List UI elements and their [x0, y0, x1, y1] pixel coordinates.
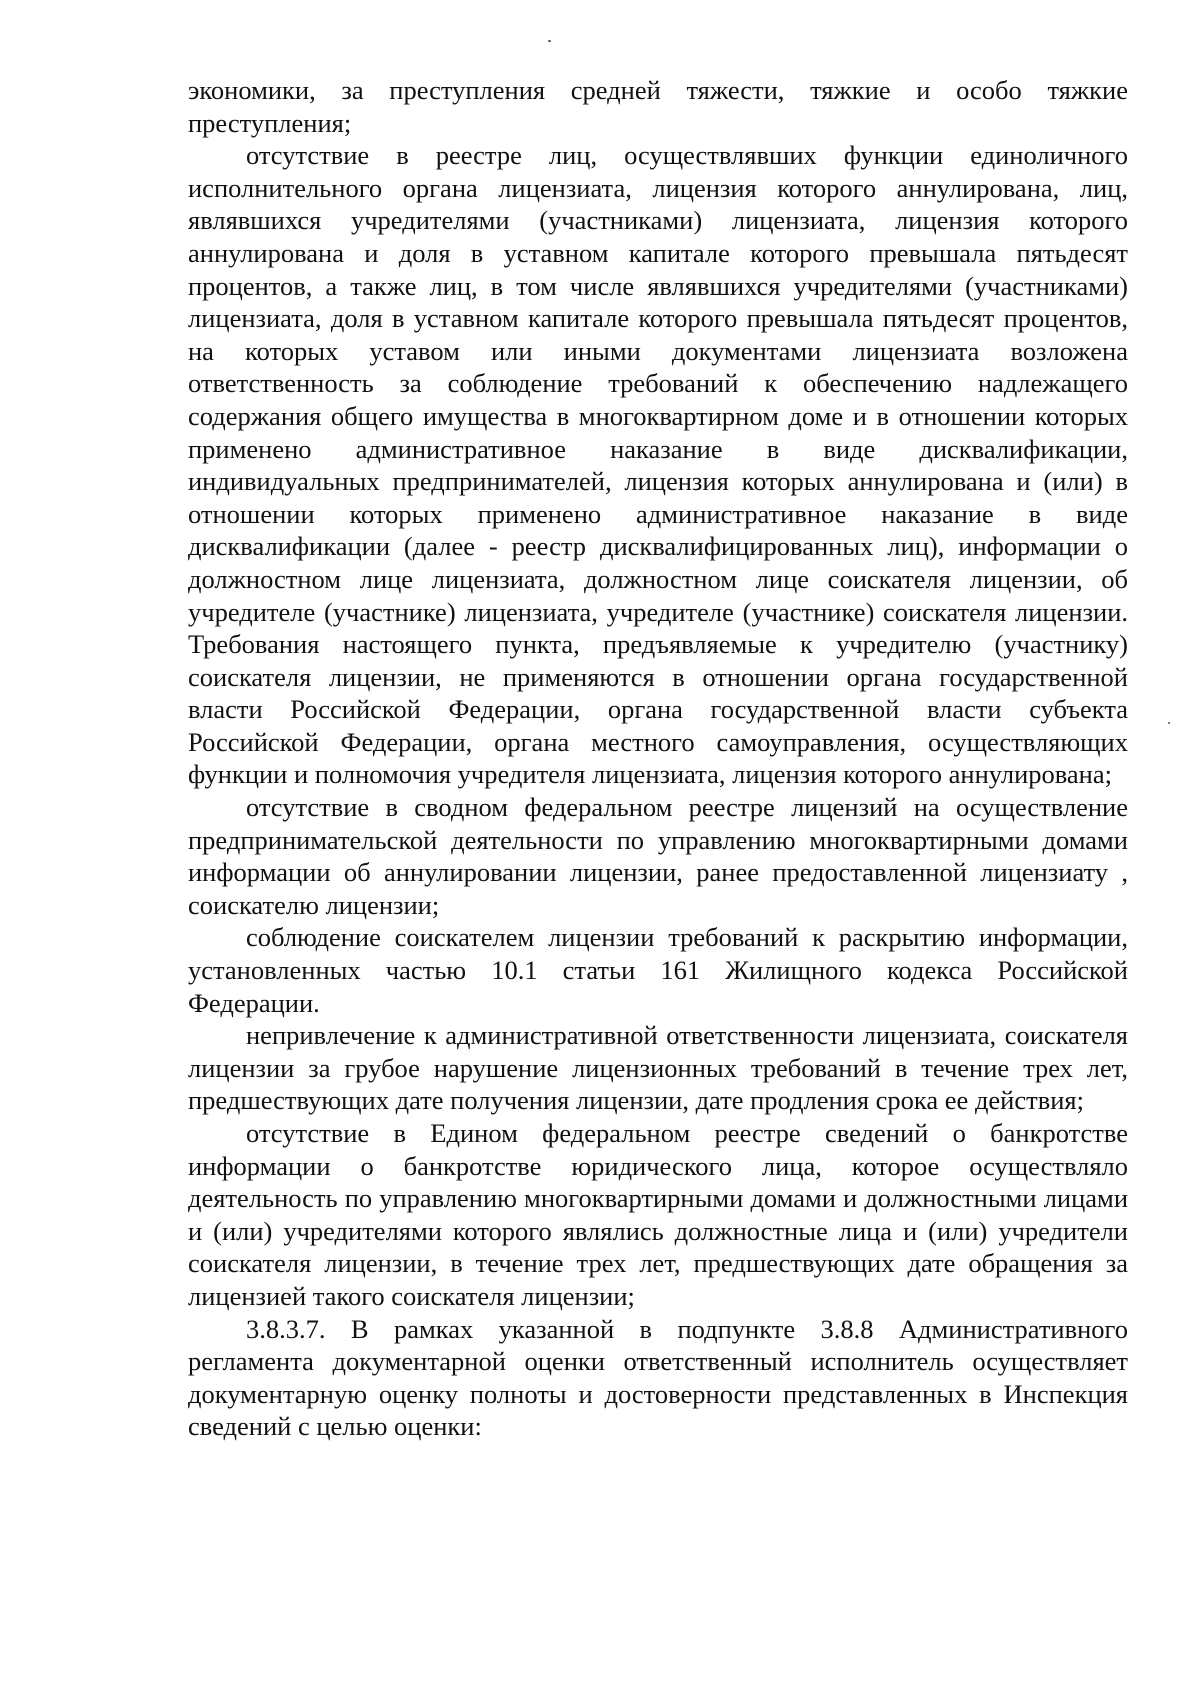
paragraph-section-3-8-3-7: 3.8.3.7. В рамках указанной в подпункте 3.8.8 Административного регламента документарной оценки ответственный исполнитель осуществляет документарную оценку полноты и достоверности представленных в Инспекция сведений с целью оценки: — [188, 1313, 1128, 1442]
scan-speck — [548, 40, 551, 42]
paragraph-license-registry: отсутствие в сводном федеральном реестре лицензий на осуществление предпринимательской деятельности по управлению многоквартирными домами информации об аннулировании лицензии, ранее предоставленной лицензиату , соискателю лицензии; — [188, 792, 1128, 920]
paragraph-continuation: экономики, за преступления средней тяжести, тяжкие и особо тяжкие преступления; — [188, 75, 1128, 138]
paragraph-disqualified-registry: отсутствие в реестре лиц, осуществлявших функции единоличного исполнительного органа лицензиата, лицензия которого аннулирована, лиц, являвшихся учредителями (участниками) лицензиата, лицензия которого аннулирована и доля в уставном капитале которого превышала пятьдесят процентов, а также лиц, в том числе являвшихся учредителями (участниками) лицензиата, доля в уставном капитале которого превышала пятьдесят процентов, на которых уставом или иными документами лицензиата возложена ответственность за соблюдение требований к обеспечению надлежащего содержания общего имущества в многоквартирном доме и в отношении которых применено административное наказание в виде дисквалификации, индивидуальных предпринимателей, лицензия которых аннулирована и (или) в отношении которых применено административное наказание в виде дисквалификации (далее - реестр дисквалифицированных лиц), информации о должностном лице лицензиата, должностном лице соискателя лицензии, об учредителе (участнике) лицензиата, учредителе (участнике) соискателя лицензии. Требования настоящего пункта, предъявляемые к учредителю (участнику) соискателя лицензии, не применяются в отношении органа государственной власти Российской Федерации, органа государственной власти субъекта Российской Федерации, органа местного самоуправления, осуществляющих функции и полномочия учредителя лицензиата, лицензия которого аннулирована; — [188, 140, 1128, 790]
paragraph-disclosure-requirements: соблюдение соискателем лицензии требований к раскрытию информации, установленных частью 10.1 статьи 161 Жилищного кодекса Российской Федерации. — [188, 922, 1128, 1018]
document-body — [188, 74, 1128, 1443]
paragraph-administrative-liability: непривлечение к административной ответственности лицензиата, соискателя лицензии за грубое нарушение лицензионных требований в течение трех лет, предшествующих дате получения лицензии, дате продления срока ее действия; — [188, 1020, 1128, 1116]
paragraph-bankruptcy-registry: отсутствие в Едином федеральном реестре сведений о банкротстве информации о банкротстве юридического лица, которое осуществляло деятельность по управлению многоквартирными домами и должностными лицами и (или) учредителями которого являлись должностные лица и (или) учредители соискателя лицензии, в течение трех лет, предшествующих дате обращения за лицензией такого соискателя лицензии; — [188, 1118, 1128, 1311]
scan-speck — [1168, 722, 1170, 724]
